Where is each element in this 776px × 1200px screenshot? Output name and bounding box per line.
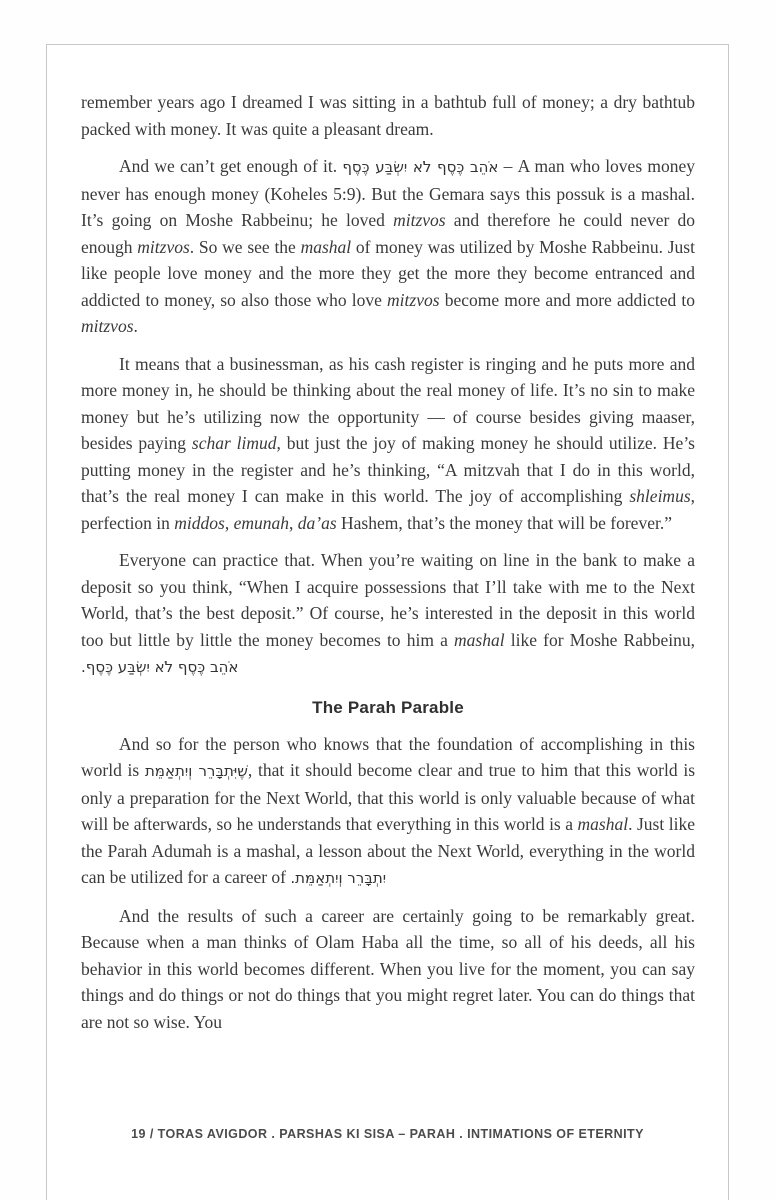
text-run: . (133, 316, 138, 336)
paragraph-bank-deposit (81, 547, 695, 681)
text-run: Hashem, that’s the money that will be forever.” (336, 512, 672, 533)
italic-term: mashal (300, 236, 352, 257)
hebrew-text: אֹהֵב כֶּסֶף לֹא יִשְׂבַּע כֶּסֶף. (81, 658, 239, 676)
text-run: And the results of such a career are certainly going to be remarkably great. Because when a man thinks of Olam Haba all the time, so all of his deeds, all his behavior in this world becomes different. When you live for the moment, you can say things and do things or not do things that you might regret later. You can do things that are not so wise. You (81, 905, 695, 1032)
text-run: become more and more addicted to (439, 289, 695, 310)
text-run: And we can’t get enough of it. (119, 156, 343, 176)
document-page (46, 44, 729, 1200)
italic-term: schar limud (191, 433, 277, 453)
text-run: of money was utilized by Moshe Rabbeinu. Just like people love money and the more they get the more they become entranced and addicted to money, so also those who love (81, 236, 695, 310)
italic-term: mitzvos (137, 236, 190, 257)
text-run: , (224, 512, 234, 533)
text-run: , that it should become clear and true to him that this world is only a preparation for the Next World, that this world is only valuable because of what will be afterwards, so he understands that everything in this world is a (81, 760, 696, 834)
hebrew-text: שֶׁיִּתְבָּרֵר וְיִתְאַמֵּת (144, 762, 248, 780)
paragraph-continuation (81, 89, 695, 142)
text-run: – A man who loves money never has enough money (Koheles 5:9). But the Gemara says this possuk is a mashal. It’s going on Moshe Rabbeinu; he loved (81, 156, 695, 230)
hebrew-text: אֹהֵב כֶּסֶף לֹא יִשְׂבַּע כֶּסֶף (342, 158, 499, 176)
text-run: , (289, 512, 298, 533)
paragraph-career-results (81, 903, 695, 1036)
italic-term: da’as (297, 512, 337, 533)
page-content (47, 45, 728, 1035)
text-run: It means that a businessman, as his cash register is ringing and he puts more and more money in, he should be thinking about the real money of life. It’s no sin to make money but he’s utilizing now the opportunity — of course besides giving maaser, besides paying (81, 353, 695, 453)
italic-term: middos (174, 512, 225, 533)
hebrew-text: יִתְבָּרֵר וְיִתְאַמֵּת. (290, 869, 387, 887)
italic-term: mashal (577, 814, 629, 834)
italic-term: mashal (454, 629, 505, 650)
page-footer: 19 / TORAS AVIGDOR . PARSHAS KI SISA – PARAH . INTIMATIONS OF ETERNITY (131, 1127, 644, 1141)
paragraph-businessman (81, 351, 695, 537)
paragraph-foundation (81, 731, 695, 892)
text-run: , perfection in (81, 486, 695, 533)
italic-term: emunah (233, 512, 290, 533)
section-heading: The Parah Parable (312, 697, 464, 717)
text-run: And so for the person who knows that the foundation of accomplishing in this world is (81, 733, 695, 780)
text-run: like for Moshe Rabbeinu, (504, 629, 696, 650)
text-run: and therefore he could never do enough (81, 210, 695, 257)
italic-term: mitzvos (387, 289, 440, 310)
paragraph-loves-money (81, 153, 695, 340)
italic-term: mitzvos (81, 316, 134, 336)
text-run: . So we see the (189, 236, 301, 257)
text-run: . Just like the Parah Adumah is a mashal, a lesson about the Next World, everything in the world can be utilized for a career of (81, 814, 695, 887)
text-run: remember years ago I dreamed I was sitting in a bathtub full of money; a dry bathtub packed with money. It was quite a pleasant dream. (81, 92, 695, 139)
italic-term: mitzvos (393, 210, 446, 230)
text-run: Everyone can practice that. When you’re waiting on line in the bank to make a deposit so you think, “When I acquire possessions that I’ll take with me to the Next World, that’s the best deposit.” Of course, he’s interested in the deposit in this world too but little by little the money becomes to him a (81, 550, 695, 650)
italic-term: shleimus (629, 486, 691, 506)
text-run: , but just the joy of making money he should utilize. He’s putting money in the register and he’s thinking, “A mitzvah that I do in this world, that’s the real money I can make in this world. The joy of accomplishing (81, 433, 695, 506)
